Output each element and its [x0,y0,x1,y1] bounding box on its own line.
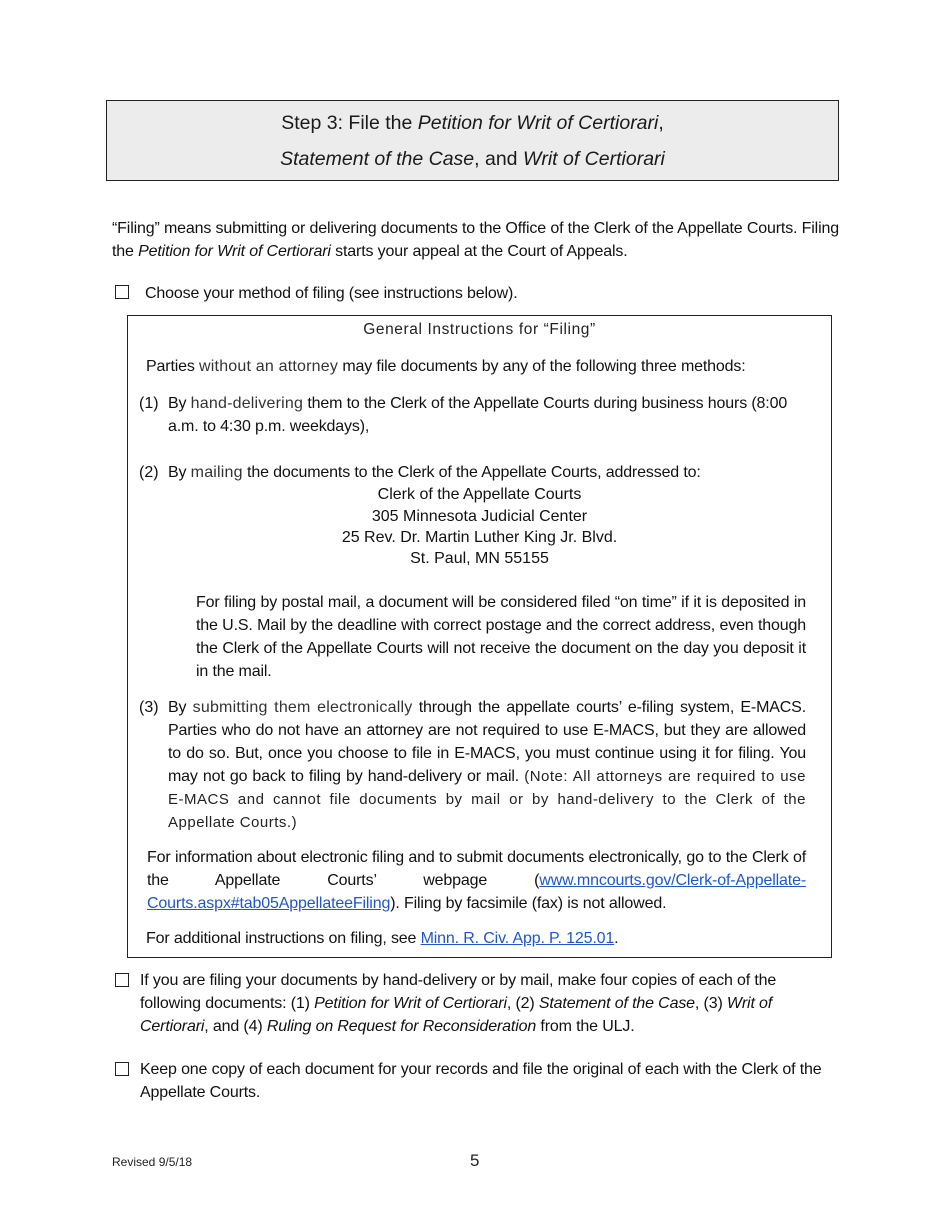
checklist-item-keep-copy: Keep one copy of each document for your records and file the original of each with the Clerk of the Appellate Courts. [140,1061,822,1101]
clerk-webpage-link[interactable]: www.mncourts.gov/Clerk-of-Appellate-Courts.aspx#tab05AppellateeFiling [147,872,806,912]
method-3-electronic: By submitting them electronically through the appellate courts’ e-filing system, E-MACS. Parties who do not have an attorney are not required to use E-MACS, but they are allowed to do so. But, once you choose to file in E-MACS, you must continue using it for filing. You may not go back to filing by hand-delivery or mail. (Note: All attorneys are required to use E-MACS and cannot file documents by mail or by hand-delivery to the Clerk of the Appellate Courts.) [168,699,806,831]
checkbox-keep-copy[interactable] [115,1062,129,1076]
additional-instructions: For additional instructions on filing, see Minn. R. Civ. App. P. 125.01. [146,930,619,947]
address-line: 25 Rev. Dr. Martin Luther King Jr. Blvd. [341,529,618,546]
address-line: St. Paul, MN 55155 [410,550,549,567]
method-2-number: (2) [139,464,159,481]
method-1-number: (1) [139,395,159,412]
checklist-item-make-copies: If you are filing your documents by hand-delivery or by mail, make four copies of each of the following documents: (1) Petition for Writ of Certiorari, (2) Statement of the Case, (3) Writ of Certiorari, and (4) Ruling on Request for Reconsideration from the ULJ. [140,972,777,1035]
step-title-line-2: Statement of the Case, and Writ of Certiorari [280,148,665,170]
checklist-item-choose-method: Choose your method of filing (see instructions below). [145,285,518,302]
checkbox-choose-method[interactable] [115,285,129,299]
checkbox-make-copies[interactable] [115,973,129,987]
statement-title: Statement of the Case [280,148,475,170]
step-title-line-1: Step 3: File the Petition for Writ of Certiorari, [281,112,664,134]
method-3-number: (3) [139,699,159,716]
attorney-note: (Note: All attorneys are required to use E-MACS and cannot file documents by mail or by hand-delivery to the Clerk of the Appellate Courts.) [168,768,806,831]
step-header-box [106,100,839,181]
writ-title: Writ of Certiorari [522,148,665,170]
address-line: Clerk of the Appellate Courts [377,486,582,503]
parties-paragraph: Parties without an attorney may file documents by any of the following three methods: [146,358,746,375]
general-instructions-box [127,315,832,958]
filing-definition-paragraph: “Filing” means submitting or delivering documents to the Office of the Clerk of the Appellate Courts. Filing the Petition for Writ of Certiorari starts your appeal at the Court of Appeals. [112,220,839,260]
instructions-title: General Instructions for “Filing” [363,321,596,338]
postal-mail-note: For filing by postal mail, a document will be considered filed “on time” if it is deposited in the U.S. Mail by the deadline with correct postage and the correct address, even though the Clerk of the Appellate Courts will not receive the document on the day you deposit it in the mail. [196,594,806,680]
method-2-mailing: By mailing the documents to the Clerk of the Appellate Courts, addressed to: [168,464,701,481]
electronic-filing-info: For information about electronic filing and to submit documents electronically, go to the Clerk of the Appellate Courts’ webpage (www.mncourts.gov/Clerk-of-Appellate-Courts.aspx#tab05AppellateeFiling). Filing by facsimile (fax) is not allowed. [147,849,806,912]
address-line: 305 Minnesota Judicial Center [371,508,588,525]
revised-date: Revised 9/5/18 [112,1155,193,1169]
petition-title: Petition for Writ of Certiorari [417,112,659,134]
page-number: 5 [470,1151,480,1170]
method-1-hand-delivery: By hand-delivering them to the Clerk of the Appellate Courts during business hours (8:00 a.m. to 4:30 p.m. weekdays), [168,395,788,435]
rule-125-01-link[interactable]: Minn. R. Civ. App. P. 125.01 [420,930,615,947]
